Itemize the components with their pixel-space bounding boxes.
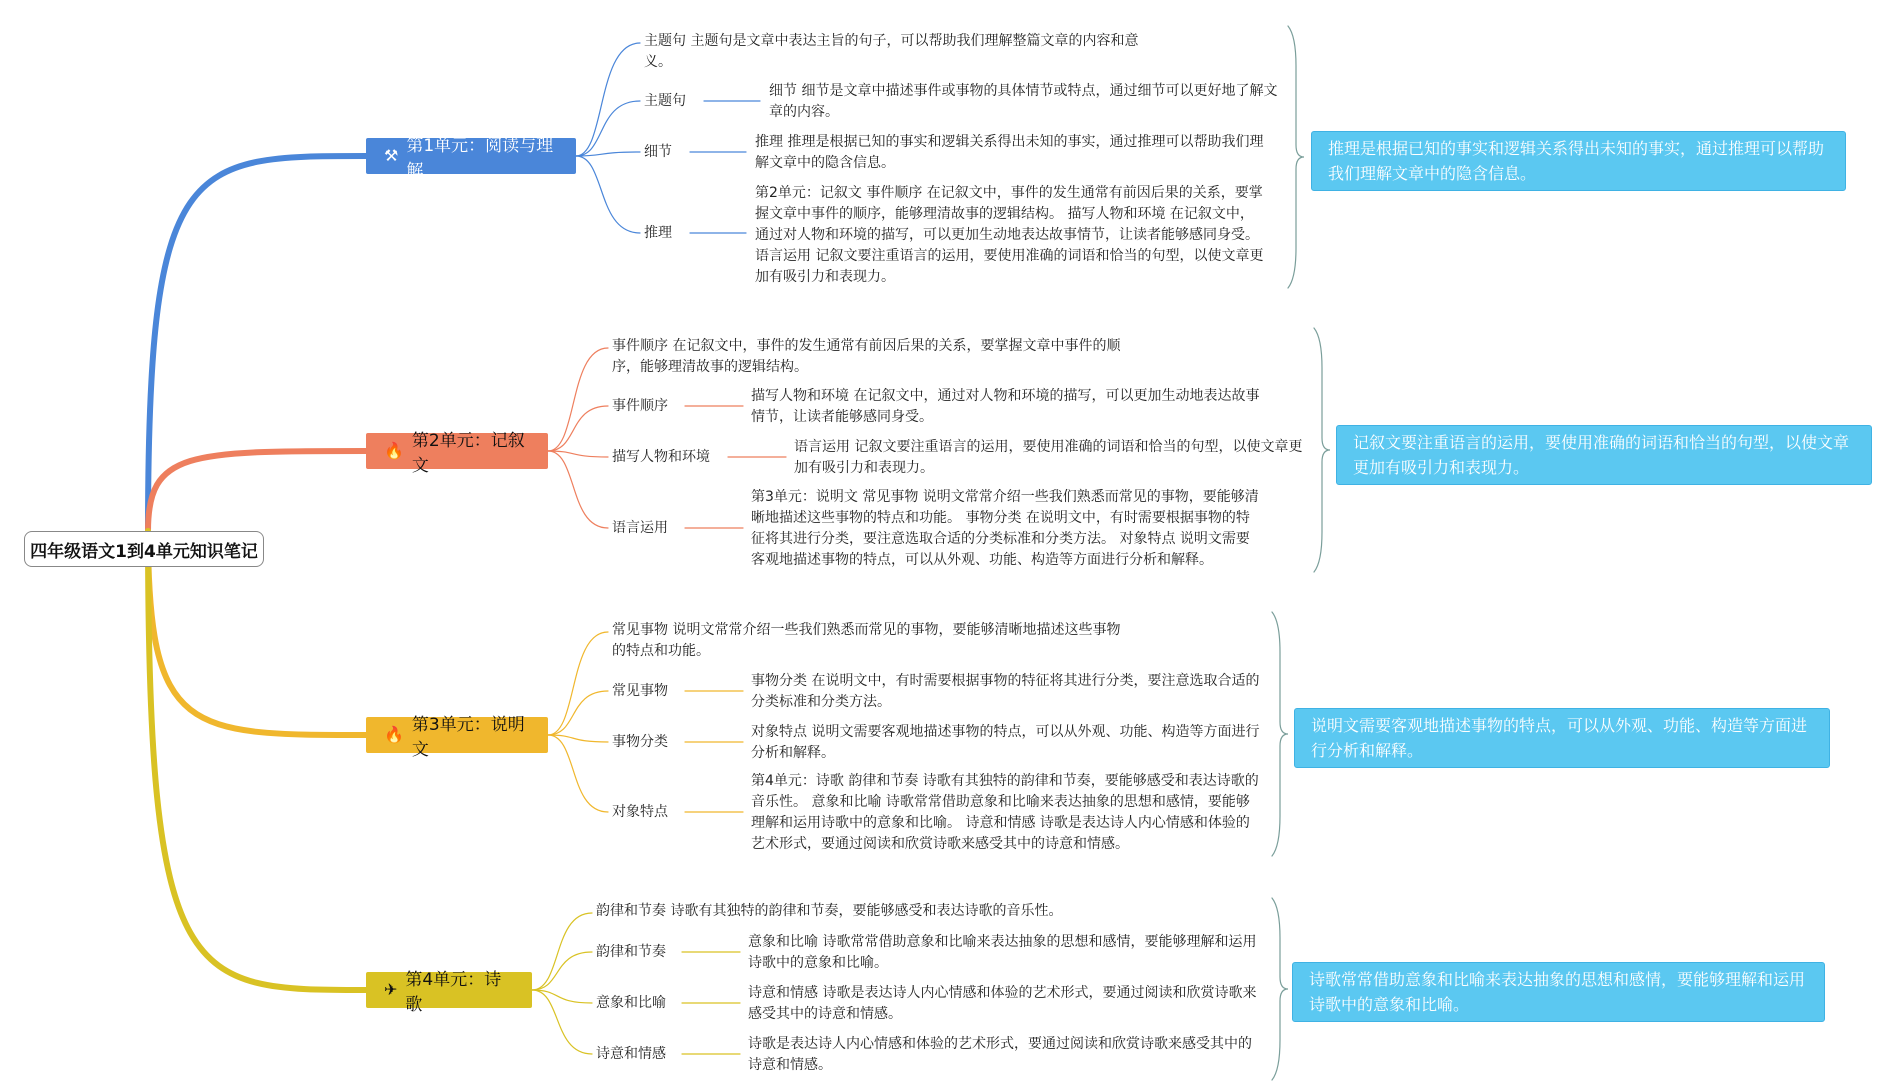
root-topic[interactable]: 四年级语文1到4单元知识笔记 bbox=[24, 531, 264, 567]
unit-4-node[interactable] bbox=[366, 970, 532, 1015]
unit-2-label: 第2单元：记叙文 bbox=[411, 431, 525, 476]
unit-3-item-2-text: 对象特点 说明文需要客观地描述事物的特点，可以从外观、功能、构造等方面进行分析和解释。 bbox=[751, 724, 1260, 761]
unit-2-item-2-label[interactable]: 描写人物和环境 bbox=[612, 449, 710, 465]
unit-1-item-1-text: 细节 细节是文章中描述事件或事物的具体情节或特点，通过细节可以更好地了解文章的内容。 bbox=[769, 83, 1278, 120]
unit-1-connector bbox=[148, 156, 366, 531]
unit-2-intro: 事件顺序 在记叙文中，事件的发生通常有前因后果的关系，要掌握文章中事件的顺序，能够理清故事的逻辑结构。 bbox=[612, 338, 1121, 375]
unit-3-item-1-label[interactable]: 常见事物 bbox=[612, 683, 668, 699]
unit-1-branch-2 bbox=[576, 101, 640, 156]
unit-1-branch-4 bbox=[576, 156, 640, 233]
unit-2-summary-bracket bbox=[1314, 328, 1330, 572]
unit-3-summary-bracket bbox=[1272, 612, 1288, 856]
unit-1-item-2-label[interactable]: 细节 bbox=[644, 144, 672, 160]
unit-1-label: 第1单元：阅读与理解 bbox=[406, 136, 554, 181]
unit-4-item-3-label[interactable]: 诗意和情感 bbox=[596, 1046, 666, 1062]
unit-4-item-1-label[interactable]: 韵律和节奏 bbox=[596, 944, 666, 960]
paper-plane-icon: ✈ bbox=[384, 980, 398, 999]
unit-2-item-1-text: 描写人物和环境 在记叙文中，通过对人物和环境的描写，可以更加生动地表达故事情节，让读者能够感同身受。 bbox=[751, 388, 1260, 425]
unit-1-item-2-text: 推理 推理是根据已知的事实和逻辑关系得出未知的事实，通过推理可以帮助我们理解文章中的隐含信息。 bbox=[755, 134, 1264, 171]
unit-3-item-1-text: 事物分类 在说明文中，有时需要根据事物的特征将其进行分类，要注意选取合适的分类标准和分类方法。 bbox=[751, 673, 1260, 710]
unit-1-node[interactable] bbox=[366, 136, 576, 181]
unit-4-item-1-text: 意象和比喻 诗歌常常借助意象和比喻来表达抽象的思想和感情，要能够理解和运用诗歌中的意象和比喻。 bbox=[748, 934, 1257, 971]
unit-4-branch-1 bbox=[532, 913, 592, 990]
unit-2-item-2-text: 语言运用 记叙文要注重语言的运用，要使用准确的词语和恰当的句型，以使文章更加有吸引力和表现力。 bbox=[794, 439, 1303, 476]
unit-1-item-3-text: 第2单元：记叙文 事件顺序 在记叙文中，事件的发生通常有前因后果的关系，要掌握文章中事件的顺序，能够理清故事的逻辑结构。 描写人物和环境 在记叙文中，通过对人物和环境的描写，可以更加生动地表达故事情节，让读者能够感同身受。 语言运用 记叙文要注重语言的运用，要使用准确的词语和恰当的句型，以使文章更加有吸引力和表现力。 bbox=[755, 185, 1264, 285]
unit-2-item-3-label[interactable]: 语言运用 bbox=[612, 520, 668, 536]
unit-2-branch-4 bbox=[548, 451, 608, 528]
unit-3-summary[interactable]: 说明文需要客观地描述事物的特点，可以从外观、功能、构造等方面进行分析和解释。 bbox=[1294, 708, 1830, 768]
unit-3-branch-1 bbox=[548, 632, 608, 735]
unit-2-branch-2 bbox=[548, 406, 608, 451]
unit-4-summary-bracket bbox=[1272, 898, 1288, 1080]
unit-3-node[interactable] bbox=[366, 715, 548, 760]
unit-2-node[interactable] bbox=[366, 431, 548, 476]
unit-2-item-3-text: 第3单元：说明文 常见事物 说明文常常介绍一些我们熟悉而常见的事物，要能够清晰地描述这些事物的特点和功能。 事物分类 在说明文中，有时需要根据事物的特征将其进行分类，要注意选取合适的分类标准和分类方法。 对象特点 说明文需要客观地描述事物的特点，可以从外观、功能、构造等方面进行分析和解释。 bbox=[751, 489, 1259, 568]
unit-4-connector bbox=[148, 531, 366, 990]
unit-3-item-2-label[interactable]: 事物分类 bbox=[612, 734, 668, 750]
unit-2-summary[interactable]: 记叙文要注重语言的运用，要使用准确的词语和恰当的句型，以使文章更加有吸引力和表现力。 bbox=[1336, 425, 1872, 485]
unit-4-branch-4 bbox=[532, 990, 592, 1054]
unit-2-branch-1 bbox=[548, 348, 608, 451]
unit-4-item-2-label[interactable]: 意象和比喻 bbox=[596, 995, 666, 1011]
unit-3-branch-2 bbox=[548, 691, 608, 735]
unit-1-item-3-label[interactable]: 推理 bbox=[644, 225, 672, 241]
fire-icon: 🔥 bbox=[384, 441, 404, 460]
unit-3-branch-4 bbox=[548, 735, 608, 812]
unit-4-branch-2 bbox=[532, 952, 592, 990]
unit-1-item-1-label[interactable]: 主题句 bbox=[644, 93, 686, 109]
unit-1-branch-1 bbox=[576, 43, 640, 156]
unit-4-intro: 韵律和节奏 诗歌有其独特的韵律和节奏，要能够感受和表达诗歌的音乐性。 bbox=[596, 903, 1063, 919]
unit-1-summary-bracket bbox=[1288, 26, 1304, 288]
unit-3-intro: 常见事物 说明文常常介绍一些我们熟悉而常见的事物，要能够清晰地描述这些事物的特点和功能。 bbox=[612, 622, 1121, 659]
unit-4-label: 第4单元：诗歌 bbox=[405, 970, 502, 1015]
unit-3-label: 第3单元：说明文 bbox=[411, 715, 525, 760]
unit-3-item-3-text: 第4单元：诗歌 韵律和节奏 诗歌有其独特的韵律和节奏，要能够感受和表达诗歌的音乐性。 意象和比喻 诗歌常常借助意象和比喻来表达抽象的思想和感情，要能够理解和运用诗歌中的意象和比喻。 诗意和情感 诗歌是表达诗人内心情感和体验的艺术形式，要通过阅读和欣赏诗歌来感受其中的诗意和情感。 bbox=[751, 773, 1259, 852]
unit-2-connector bbox=[148, 451, 366, 531]
crossed-tools-icon: ⚒ bbox=[384, 146, 399, 165]
unit-1-summary[interactable]: 推理是根据已知的事实和逻辑关系得出未知的事实，通过推理可以帮助我们理解文章中的隐含信息。 bbox=[1311, 131, 1846, 191]
fire-icon: 🔥 bbox=[384, 725, 404, 744]
unit-2-item-1-label[interactable]: 事件顺序 bbox=[612, 398, 668, 414]
unit-3-item-3-label[interactable]: 对象特点 bbox=[612, 804, 668, 820]
unit-4-item-2-text: 诗意和情感 诗歌是表达诗人内心情感和体验的艺术形式，要通过阅读和欣赏诗歌来感受其中的诗意和情感。 bbox=[748, 985, 1257, 1022]
unit-4-summary[interactable]: 诗歌常常借助意象和比喻来表达抽象的思想和感情，要能够理解和运用诗歌中的意象和比喻。 bbox=[1292, 962, 1825, 1022]
unit-1-intro: 主题句 主题句是文章中表达主旨的句子，可以帮助我们理解整篇文章的内容和意义。 bbox=[644, 33, 1139, 70]
unit-4-item-3-text: 诗歌是表达诗人内心情感和体验的艺术形式，要通过阅读和欣赏诗歌来感受其中的诗意和情感。 bbox=[748, 1036, 1252, 1073]
